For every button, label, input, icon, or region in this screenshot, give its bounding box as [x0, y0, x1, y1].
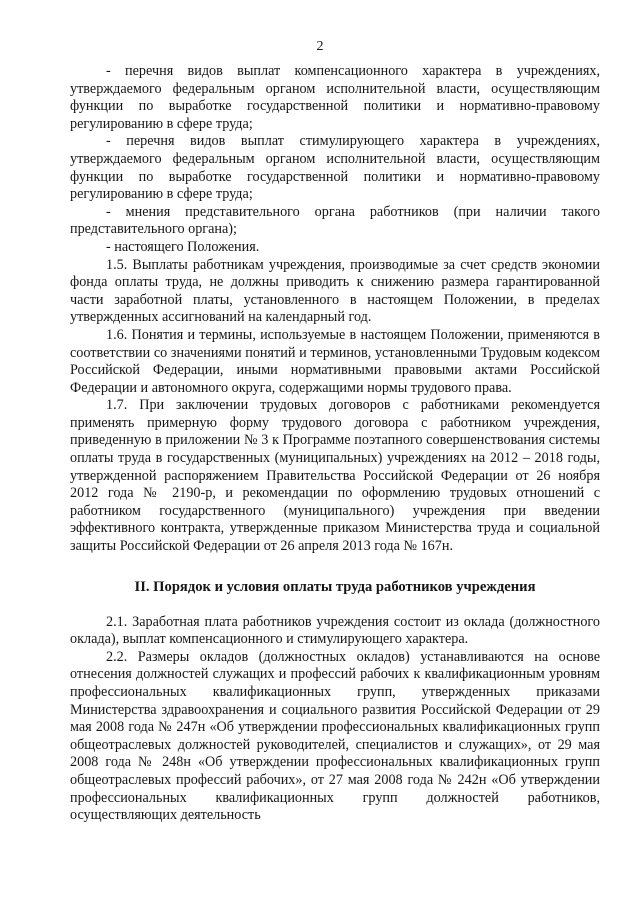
paragraph: 1.6. Понятия и термины, используемые в настоящем Положении, применяются в соответствии со значениями понятий и терминов, установленными Трудовым кодексом Российской Федерации, иными нормативными правовыми актами Российской Федерации и автономного округа, содержащими нормы трудового права.: [70, 326, 600, 396]
paragraph: - мнения представительного органа работников (при наличии такого представительного органа);: [70, 203, 600, 238]
paragraph: - перечня видов выплат стимулирующего характера в учреждениях, утверждаемого федеральным органом исполнительной власти, осуществляющим функции по выработке государственной политики и нормативно-правовому регулированию в сфере труда;: [70, 133, 600, 203]
paragraph: - настоящего Положения.: [106, 238, 260, 255]
page-number: 2: [316, 39, 324, 54]
section-heading: II. Порядок и условия оплаты труда работников учреждения: [134, 578, 536, 595]
paragraph: - перечня видов выплат компенсационного характера в учреждениях, утверждаемого федеральным органом исполнительной власти, осуществляющим функции по выработке государственной политики и нормативно-правовому регулированию в сфере труда;: [70, 63, 600, 132]
paragraph: 1.7. При заключении трудовых договоров с работниками рекомендуется применять примерную форму трудового договора с работником учреждения, приведенную в приложении № 3 к Программе поэтапного совершенствования системы оплаты труда в государственных (муниципальных) учреждениях на 2012 – 2018 годы, утвержденной распоряжением Правительства Российской Федерации от 26 ноября 2012 года № 2190-р, и рекомендации по оформлению трудовых отношений с работником государственного (муниципального) учреждения при введении эффективного контракта, утвержденные приказом Министерства труда и социальной защиты Российской Федерации от 26 апреля 2013 года № 167н.: [70, 397, 600, 555]
paragraph: 2.2. Размеры окладов (должностных окладов) устанавливаются на основе отнесения должностей служащих и профессий рабочих к квалификационным уровням профессиональных квалификационных групп, утвержденных приказами Министерства здравоохранения и социального развития Российской Федерации от 29 мая 2008 года № 247н «Об утверждении профессиональных квалификационных групп общеотраслевых должностей руководителей, специалистов и служащих», от 29 мая 2008 года № 248н «Об утверждении профессиональных квалификационных групп общеотраслевых профессий рабочих», от 27 мая 2008 года № 242н «Об утверждении профессиональных квалификационных групп должностей работников, осуществляющих деятельность: [70, 648, 600, 824]
document-body: [70, 63, 600, 825]
paragraph: 1.5. Выплаты работникам учреждения, производимые за счет средств экономии фонда оплаты труда, не должны приводить к снижению размера гарантированной части заработной платы, установленного в настоящем Положении, в пределах утвержденных ассигнований на календарный год.: [70, 256, 600, 326]
paragraph: 2.1. Заработная плата работников учреждения состоит из оклада (должностного оклада), выплат компенсационного и стимулирующего характера.: [70, 613, 600, 648]
